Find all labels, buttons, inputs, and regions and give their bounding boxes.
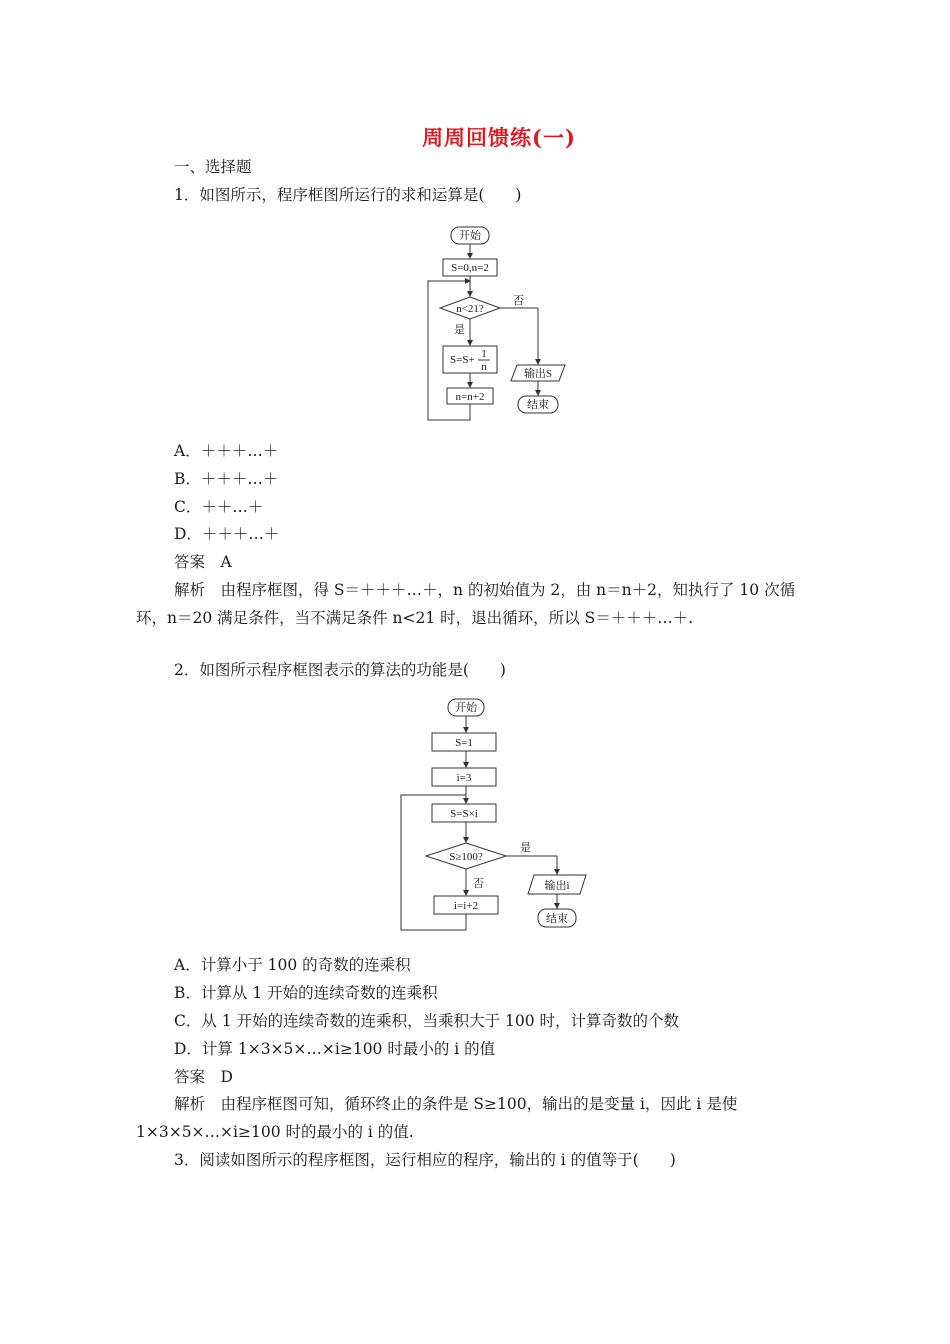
q2-option-c: C．从 1 开始的连续奇数的连乘积，当乘积大于 100 时，计算奇数的个数 (174, 1012, 680, 1030)
q1-update-text: S=S+ (450, 354, 475, 366)
q1-no-label: 否 (513, 295, 524, 307)
q1-frac-denominator: n (481, 361, 487, 373)
q2-no-label: 否 (473, 878, 484, 890)
q2-analysis-line1: 解析 由程序框图可知，循环终止的条件是 S≥100，输出的是变量 i，因此 i 是使 (174, 1095, 738, 1113)
q1-stem: 1．如图所示，程序框图所运行的求和运算是( ) (174, 186, 522, 204)
q3-stem: 3．阅读如图所示的程序框图，运行相应的程序，输出的 i 的值等于( ) (174, 1151, 676, 1169)
q2-start-text: 开始 (455, 702, 477, 714)
q2-answer: 答案 D (174, 1068, 233, 1086)
q2-end-text: 结束 (546, 913, 568, 925)
q2-increment-text: i=i+2 (453, 900, 479, 912)
q1-output-text: 输出S (523, 368, 553, 380)
q1-start-text: 开始 (459, 230, 481, 242)
q1-option-d: D．＋＋＋…＋ (174, 525, 280, 543)
q1-option-a: A．＋＋＋…＋ (174, 442, 279, 460)
q2-analysis-line2: 1×3×5×…×i≥100 时的最小的 i 的值. (136, 1123, 414, 1141)
q1-init-text: S=0,n=2 (451, 262, 489, 274)
q1-flowchart (420, 222, 580, 424)
q2-init-s-text: S=1 (455, 737, 473, 749)
section-heading: 一、选择题 (174, 158, 252, 176)
q2-init-i-text: i=3 (456, 772, 472, 784)
q2-option-b: B．计算从 1 开始的连续奇数的连乘积 (174, 984, 438, 1002)
q2-stem: 2．如图所示程序框图表示的算法的功能是( ) (174, 661, 506, 679)
q1-analysis-line1: 解析 由程序框图，得 S＝＋＋＋…＋，n 的初始值为 2，由 n＝n＋2，知执行了 10 次循 (174, 581, 796, 599)
q2-condition-text: S≥100? (449, 851, 483, 863)
q2-option-a: A．计算小于 100 的奇数的连乘积 (174, 956, 411, 974)
q1-option-b: B．＋＋＋…＋ (174, 470, 279, 488)
q1-end-text: 结束 (527, 399, 549, 411)
q1-option-c: C．＋＋…＋ (174, 498, 264, 516)
q2-output-text: 输出i (544, 880, 570, 892)
q1-analysis-line2: 环，n＝20 满足条件，当不满足条件 n<21 时，退出循环，所以 S＝＋＋＋…＋. (136, 609, 694, 627)
q2-option-d: D．计算 1×3×5×…×i≥100 时最小的 i 的值 (174, 1040, 496, 1058)
q1-yes-label: 是 (454, 324, 465, 336)
q2-yes-label: 是 (520, 842, 531, 854)
q2-update-text: S=S×i (450, 808, 478, 820)
q1-increment-text: n=n+2 (455, 391, 485, 403)
q1-answer: 答案 A (174, 553, 232, 571)
q2-flowchart (396, 694, 596, 938)
page-title: 周周回馈练(一) (422, 125, 576, 150)
q1-frac-numerator: 1 (481, 348, 487, 360)
q1-condition-text: n<21? (456, 303, 484, 315)
